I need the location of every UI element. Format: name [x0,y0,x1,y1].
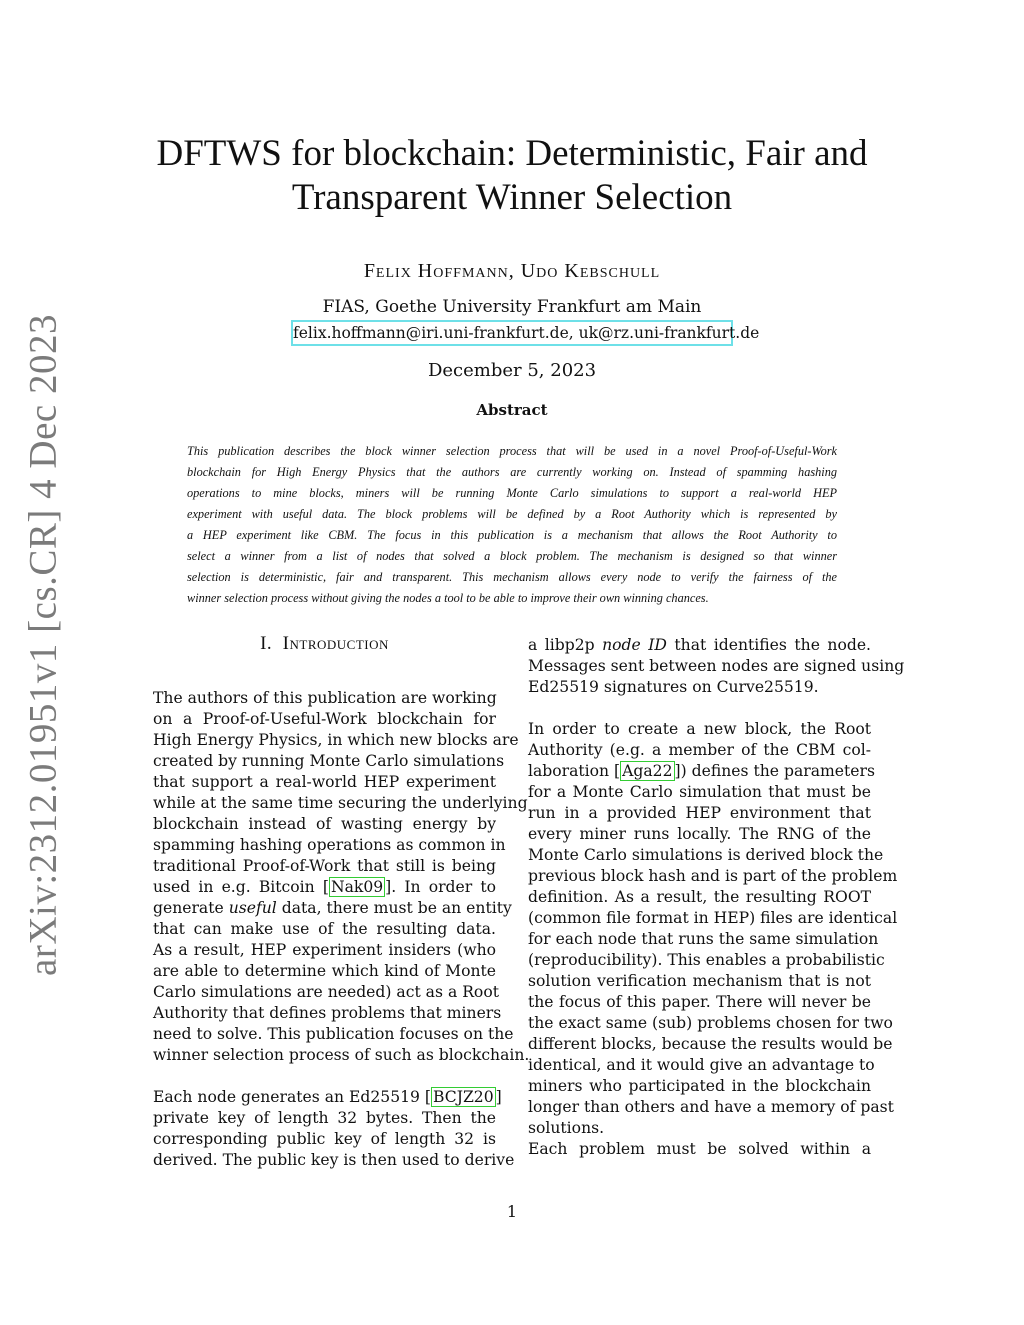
text-fragment: ] [495,1088,502,1106]
text-line: Authority (e.g. a member of the CBM col- [528,741,871,759]
text-fragment: that identifies the node. [666,636,872,654]
text-line [153,1087,502,1108]
text-line: longer than others and have a memory of past [528,1098,894,1116]
text-line: the exact same (sub) problems chosen for two [528,1014,893,1032]
page-number: 1 [506,1202,518,1221]
text-line: (reproducibility). This enables a probabilistic [528,951,885,969]
text-line: are able to determine which kind of Monte [153,962,496,980]
text-line: traditional Proof-of-Work that still is being [153,857,496,875]
text-line: Messages sent between nodes are signed using [528,657,905,675]
text-line: winner selection process of such as blockchain. [153,1046,530,1064]
abstract-line: a HEP experiment like CBM. The focus in this publication is a mechanism that allows the Root Authority to [187,528,837,542]
abstract-line: experiment with useful data. The block problems will be defined by a Root Authority which is represented by [187,507,837,521]
text-line: solutions. [528,1119,605,1137]
text-line [528,761,875,782]
abstract-text [187,442,837,610]
text-line: on a Proof-of-Useful-Work blockchain for [153,710,496,728]
text-line: spamming hashing operations as common in [153,836,506,854]
text-line: solution verification mechanism that is not [528,972,871,990]
text-line: previous block hash and is part of the problem [528,867,898,885]
text-line: created by running Monte Carlo simulations [153,752,505,770]
text-fragment: ]. In order to [385,878,497,896]
text-line: blockchain instead of wasting energy by [153,815,496,833]
abstract-line: This publication describes the block winner selection process that will be used in a novel Proof-of-Useful-Work [187,444,837,458]
section-title: Introduction [282,633,389,654]
text-line: Monte Carlo simulations is derived block the [528,846,884,864]
text-line: definition. As a result, the resulting ROOT [528,888,871,906]
text-line: In order to create a new block, the Root [528,720,871,738]
text-line: that support a real-world HEP experiment [153,773,496,791]
text-line: private key of length 32 bytes. Then the [153,1109,496,1127]
text-line: every miner runs locally. The RNG of the [528,825,871,843]
text-line: corresponding public key of length 32 is [153,1130,496,1148]
text-line: The authors of this publication are working [153,689,497,707]
date: December 5, 2023 [427,360,597,381]
emphasis-node-id: node ID [602,636,667,654]
text-line: while at the same time securing the underlying [153,794,528,812]
abstract-line: winner selection process without giving the nodes a tool to be able to improve their own winning chances. [187,591,709,605]
text-line: miners who participated in the blockchain [528,1077,871,1095]
text-line: for each node that runs the same simulation [528,930,879,948]
section-heading [153,633,496,655]
authors: Felix Hoffmann, Udo Kebschull [363,260,661,282]
abstract-line: select a winner from a list of nodes that solved a block problem. The mechanism is designed so that winner [187,549,837,563]
section-number: I. [260,633,273,654]
text-fragment: ]) defines the parameters [674,762,875,780]
paragraph-gap [153,1066,496,1087]
text-line: identical, and it would give an advantage to [528,1056,875,1074]
text-line: the focus of this paper. There will never be [528,993,871,1011]
text-line: Each problem must be solved within a [528,1140,871,1158]
citation-link-nak09[interactable]: Nak09 [330,878,384,896]
text-line: As a result, HEP experiment insiders (who [153,941,496,959]
text-fragment: Each node generates an Ed25519 [ [153,1088,432,1106]
affiliation: FIAS, Goethe University Frankfurt am Main [322,297,702,317]
right-column [528,635,905,1160]
paper-title [140,132,884,220]
citation-link-aga22[interactable]: Aga22 [622,762,673,780]
text-fragment: generate [153,899,229,917]
text-line: High Energy Physics, in which new blocks are [153,731,519,749]
abstract-line: selection is deterministic, fair and transparent. This mechanism allows every node to verify the fairness of the [187,570,837,584]
email-link[interactable]: felix.hoffmann@iri.uni-frankfurt.de, uk@rz.uni-frankfurt.de [291,320,733,346]
left-column [153,688,530,1171]
text-line: different blocks, because the results would be [528,1035,893,1053]
abstract-line: operations to mine blocks, miners will be running Monte Carlo simulations to support a real-world HEP [187,486,837,500]
text-line: Authority that defines problems that miners [153,1004,502,1022]
text-fragment: used in e.g. Bitcoin [ [153,878,329,896]
text-line [153,877,496,898]
text-line: need to solve. This publication focuses on the [153,1025,514,1043]
text-line [153,898,512,919]
text-fragment: data, there must be an entity [276,899,512,917]
abstract-heading: Abstract [476,401,548,419]
text-line: Carlo simulations are needed) act as a Root [153,983,499,1001]
arxiv-identifier: arXiv:2312.01951v1 [cs.CR] 4 Dec 2023 [21,314,65,976]
text-line [528,635,871,656]
citation-link-bcjz20[interactable]: BCJZ20 [433,1088,494,1106]
text-fragment: laboration [ [528,762,621,780]
text-fragment: a libp2p [528,636,603,654]
abstract-line: blockchain for High Energy Physics that the authors are currently working on. Instead of spamming hashing [187,465,837,479]
text-line: derived. The public key is then used to derive [153,1151,515,1169]
title-line-2: Transparent Winner Selection [291,177,733,218]
text-line: Ed25519 signatures on Curve25519. [528,678,819,696]
text-line: that can make use of the resulting data. [153,920,496,938]
text-line: run in a provided HEP environment that [528,804,871,822]
title-line-1: DFTWS for blockchain: Deterministic, Fair and [156,133,868,174]
text-line: (common file format in HEP) files are identical [528,909,898,927]
paragraph-gap [528,698,871,719]
emphasis-useful: useful [228,899,277,917]
text-line: for a Monte Carlo simulation that must be [528,783,871,801]
